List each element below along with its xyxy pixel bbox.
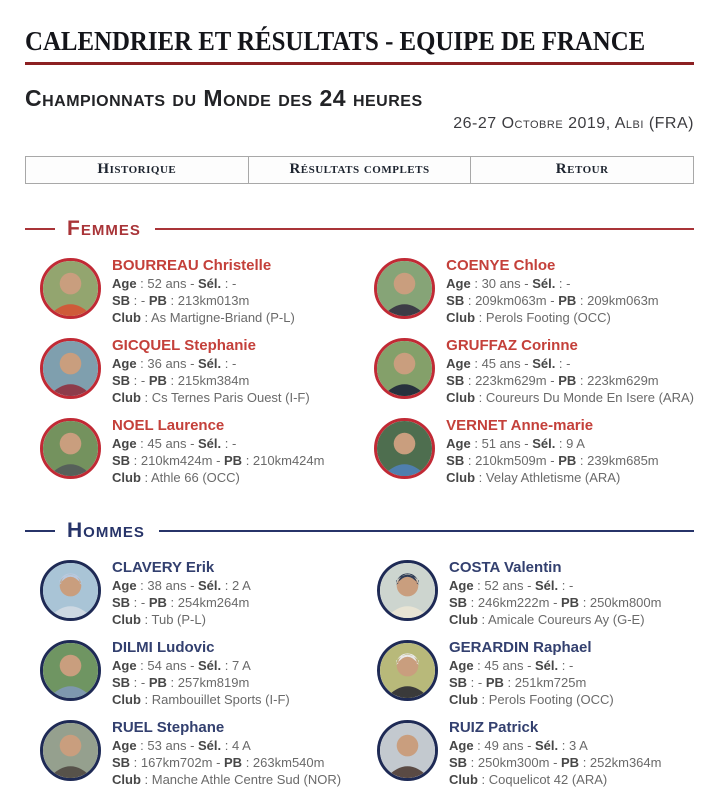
athlete-card (40, 336, 354, 406)
athlete-name: VERNET Anne-marie (446, 417, 594, 435)
athlete-sb-pb-line: SB : 210km509m - PB : 239km685m (446, 453, 659, 469)
athlete-info (112, 416, 324, 486)
nav-button-retour[interactable]: Retour (470, 157, 693, 183)
athlete-sb-pb-line: SB : 246km222m - PB : 250km800m (449, 595, 662, 611)
athlete-card (377, 558, 694, 628)
athlete-info (112, 718, 341, 788)
athlete-photo (377, 720, 438, 781)
section-header-line (155, 228, 694, 230)
event-date: 26-27 Octobre 2019, Albi (FRA) (453, 115, 694, 133)
athlete-card (40, 558, 357, 628)
athlete-club-line: Club : Amicale Coureurs Ay (G-E) (449, 612, 645, 628)
section-header-line (159, 530, 694, 532)
athlete-card (374, 256, 694, 326)
athlete-sb-pb-line: SB : - PB : 213km013m (112, 293, 250, 309)
athlete-name: COENYE Chloe (446, 257, 556, 275)
athlete-name: GERARDIN Raphael (449, 639, 592, 657)
athlete-sb-pb-line: SB : 250km300m - PB : 252km364m (449, 755, 662, 771)
athlete-age-sel-line: Age : 53 ans - Sél. : 4 A (112, 738, 251, 754)
athlete-age-sel-line: Age : 52 ans - Sél. : - (112, 276, 237, 292)
athlete-card (40, 718, 357, 788)
nav-button-r-sultats-complets[interactable]: Résultats complets (248, 157, 471, 183)
athlete-name: BOURREAU Christelle (112, 257, 272, 275)
section-title-hommes: Hommes (67, 519, 145, 543)
athlete-info (446, 416, 658, 486)
athlete-photo (40, 338, 101, 399)
athlete-card (40, 256, 354, 326)
section-femmes (25, 218, 694, 486)
athlete-name: RUIZ Patrick (449, 719, 539, 737)
athlete-info (446, 336, 694, 406)
athlete-club-line: Club : Coureurs Du Monde En Isere (ARA) (446, 390, 694, 406)
athlete-club-line: Club : Tub (P-L) (112, 612, 206, 628)
athlete-photo (40, 640, 101, 701)
athlete-photo (40, 560, 101, 621)
athlete-sb-pb-line: SB : - PB : 254km264m (112, 595, 250, 611)
athlete-name: DILMI Ludovic (112, 639, 215, 657)
athlete-sb-pb-line: SB : 167km702m - PB : 263km540m (112, 755, 325, 771)
athlete-age-sel-line: Age : 52 ans - Sél. : - (449, 578, 574, 594)
athlete-sb-pb-line: SB : 223km629m - PB : 223km629m (446, 373, 659, 389)
athlete-name: NOEL Laurence (112, 417, 225, 435)
athlete-club-line: Club : Cs Ternes Paris Ouest (I-F) (112, 390, 310, 406)
athlete-photo (40, 258, 101, 319)
athlete-age-sel-line: Age : 30 ans - Sél. : - (446, 276, 571, 292)
athlete-card (377, 638, 694, 708)
section-header-dash (25, 228, 55, 230)
athlete-photo (374, 338, 435, 399)
athlete-card (40, 638, 357, 708)
athlete-info (112, 638, 290, 708)
title-underline (25, 62, 694, 65)
athlete-age-sel-line: Age : 54 ans - Sél. : 7 A (112, 658, 251, 674)
athlete-grid-hommes (25, 558, 694, 788)
athlete-photo (377, 640, 438, 701)
athlete-age-sel-line: Age : 45 ans - Sél. : - (446, 356, 571, 372)
page-title: CALENDRIER ET RÉSULTATS - EQUIPE DE FRANCE (25, 26, 646, 56)
athlete-club-line: Club : Velay Athletisme (ARA) (446, 470, 621, 486)
section-header-femmes (25, 218, 694, 239)
nav-button-bar (25, 156, 694, 184)
athlete-info (446, 256, 658, 326)
athlete-sb-pb-line: SB : - PB : 251km725m (449, 675, 587, 691)
athlete-info (112, 336, 310, 406)
athlete-age-sel-line: Age : 51 ans - Sél. : 9 A (446, 436, 585, 452)
section-header-dash (25, 530, 55, 532)
section-header-hommes (25, 520, 694, 541)
athlete-name: CLAVERY Erik (112, 559, 215, 577)
athlete-age-sel-line: Age : 45 ans - Sél. : - (449, 658, 574, 674)
athlete-name: GRUFFAZ Corinne (446, 337, 578, 355)
athlete-photo (374, 258, 435, 319)
athlete-info (112, 256, 295, 326)
page (0, 28, 719, 788)
athlete-name: GICQUEL Stephanie (112, 337, 256, 355)
event-title: Championnats du Monde des 24 heures (25, 85, 423, 111)
athlete-age-sel-line: Age : 36 ans - Sél. : - (112, 356, 237, 372)
section-hommes (25, 520, 694, 788)
athlete-sb-pb-line: SB : - PB : 215km384m (112, 373, 250, 389)
nav-button-historique[interactable]: Historique (97, 161, 177, 178)
athlete-card (374, 336, 694, 406)
athlete-card (377, 718, 694, 788)
athlete-club-line: Club : Perols Footing (OCC) (449, 692, 614, 708)
athlete-sb-pb-line: SB : 209km063m - PB : 209km063m (446, 293, 659, 309)
athlete-age-sel-line: Age : 45 ans - Sél. : - (112, 436, 237, 452)
athlete-club-line: Club : Manche Athle Centre Sud (NOR) (112, 772, 342, 788)
athlete-sb-pb-line: SB : - PB : 257km819m (112, 675, 250, 691)
athlete-photo (374, 418, 435, 479)
athlete-photo (40, 418, 101, 479)
athlete-card (374, 416, 694, 486)
athlete-age-sel-line: Age : 38 ans - Sél. : 2 A (112, 578, 251, 594)
athlete-club-line: Club : Perols Footing (OCC) (446, 310, 611, 326)
athlete-name: COSTA Valentin (449, 559, 562, 577)
athlete-club-line: Club : As Martigne-Briand (P-L) (112, 310, 295, 326)
athlete-photo (40, 720, 101, 781)
athlete-photo (377, 560, 438, 621)
athlete-sb-pb-line: SB : 210km424m - PB : 210km424m (112, 453, 325, 469)
athlete-club-line: Club : Coquelicot 42 (ARA) (449, 772, 608, 788)
athlete-info (449, 558, 661, 628)
athlete-name: RUEL Stephane (112, 719, 225, 737)
athlete-grid-femmes (25, 256, 694, 486)
athlete-club-line: Club : Athle 66 (OCC) (112, 470, 240, 486)
athlete-club-line: Club : Rambouillet Sports (I-F) (112, 692, 290, 708)
athlete-info (449, 638, 614, 708)
athlete-info (112, 558, 251, 628)
athlete-info (449, 718, 661, 788)
athlete-card (40, 416, 354, 486)
section-title-femmes: Femmes (67, 217, 141, 241)
athlete-age-sel-line: Age : 49 ans - Sél. : 3 A (449, 738, 588, 754)
